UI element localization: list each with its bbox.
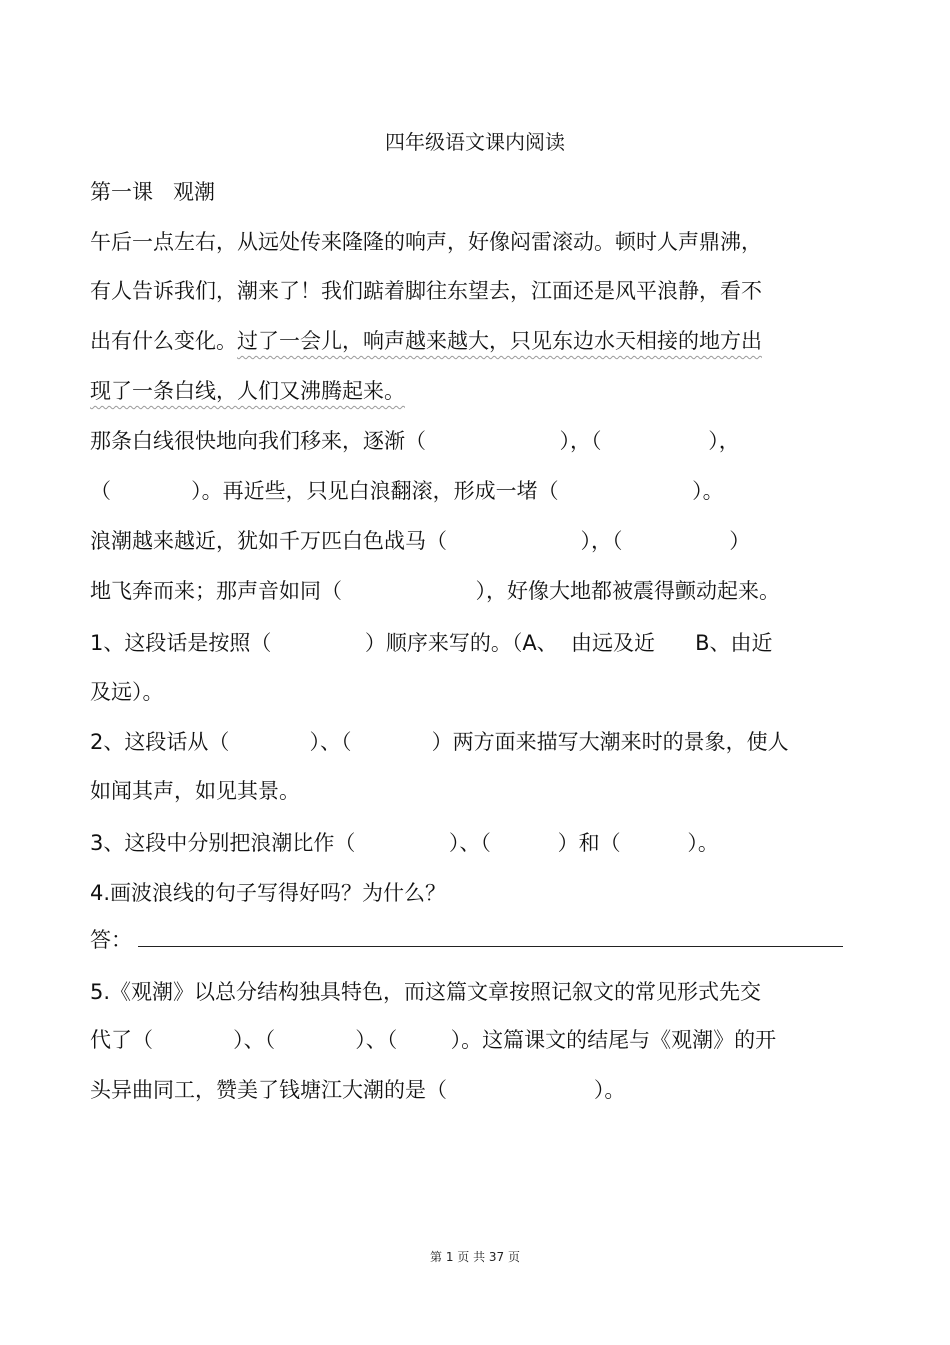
wavy-underlined-sentence-part-1: 过了一会儿，响声越来越大，只见东边水天相接的地方出 bbox=[237, 329, 762, 353]
question-2: 2、这段话从（ ）、（ ）两方面来描写大潮来时的景象，使人 bbox=[90, 730, 789, 754]
question-4: 4.画波浪线的句子写得好吗？为什么？ bbox=[90, 881, 447, 905]
answer-label: 答： bbox=[90, 928, 132, 952]
lesson-heading: 第一课 观潮 bbox=[90, 180, 216, 204]
question-1: 1、这段话是按照（ ）顺序来写的。（A、 由远及近 B、由近 bbox=[90, 631, 773, 655]
answer-line[interactable] bbox=[138, 946, 843, 947]
question-2-continued: 如闻其声，如见其景。 bbox=[90, 779, 300, 803]
question-5: 5.《观潮》以总分结构独具特色，而这篇文章按照记叙文的常见形式先交 bbox=[90, 980, 762, 1004]
question-5-continued-1: 代了（ ）、（ ）、（ ）。这篇课文的结尾与《观潮》的开 bbox=[90, 1028, 777, 1052]
question-3: 3、这段中分别把浪潮比作（ ）、（ ）和（ ）。 bbox=[90, 831, 719, 855]
passage-line-7: 浪潮越来越近，犹如千万匹白色战马（ ），（ ） bbox=[90, 529, 751, 553]
question-5-continued-2: 头异曲同工，赞美了钱塘江大潮的是（ ）。 bbox=[90, 1078, 626, 1102]
passage-line-4 bbox=[90, 377, 405, 405]
passage-line-3-plain: 出有什么变化。 bbox=[90, 329, 237, 353]
passage-line-5: 那条白线很快地向我们移来，逐渐（ ），（ ）， bbox=[90, 429, 740, 453]
passage-line-1: 午后一点左右，从远处传来隆隆的响声，好像闷雷滚动。顿时人声鼎沸， bbox=[90, 230, 762, 254]
wavy-underlined-sentence-part-2: 现了一条白线，人们又沸腾起来。 bbox=[90, 379, 405, 403]
passage-line-3 bbox=[90, 327, 762, 355]
question-1-continued: 及远）。 bbox=[90, 680, 164, 704]
passage-line-2: 有人告诉我们，潮来了！我们踮着脚往东望去，江面还是风平浪静，看不 bbox=[90, 279, 762, 303]
passage-line-8: 地飞奔而来；那声音如同（ ），好像大地都被震得颤动起来。 bbox=[90, 579, 781, 603]
passage-line-6: （ ）。再近些，只见白浪翻滚，形成一堵（ ）。 bbox=[90, 479, 724, 503]
page-title: 四年级语文课内阅读 bbox=[385, 130, 565, 154]
page-number-footer: 第 1 页 共 37 页 bbox=[430, 1250, 520, 1264]
